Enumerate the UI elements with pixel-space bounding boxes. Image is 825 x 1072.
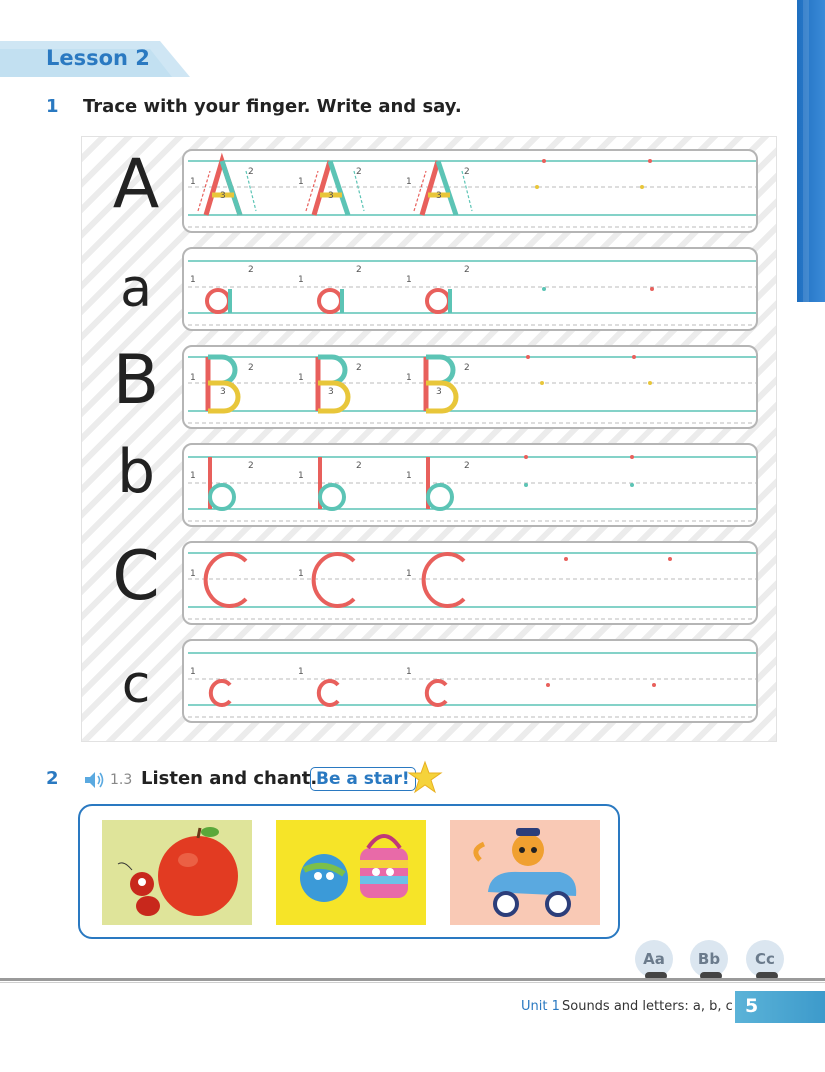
star-icon [407, 760, 443, 796]
trace-row-upper-c[interactable] [182, 541, 758, 625]
stroke-number: 1 [298, 373, 304, 383]
activity-1-instruction: Trace with your finger. Write and say. [83, 96, 462, 117]
stroke-number: 1 [406, 471, 412, 481]
model-letter-upper-a: A [112, 145, 160, 224]
stroke-number: 3 [220, 387, 226, 397]
trace-row-lower-a[interactable] [182, 247, 758, 331]
stroke-number: 2 [464, 363, 470, 373]
stroke-number: 1 [406, 569, 412, 579]
stroke-number: 2 [356, 461, 362, 471]
stroke-number: 1 [190, 373, 196, 383]
side-tab [797, 0, 825, 302]
stroke-number: 1 [406, 373, 412, 383]
model-letter-upper-b: B [112, 341, 160, 420]
stroke-number: 3 [436, 191, 442, 201]
stroke-number: 1 [298, 569, 304, 579]
stroke-number: 1 [190, 275, 196, 285]
footer-unit: Unit 1 [521, 999, 560, 1014]
model-letter-upper-c: C [112, 537, 160, 616]
stroke-number: 1 [298, 275, 304, 285]
stroke-number: 2 [248, 461, 254, 471]
picture-ant-apple [102, 820, 252, 925]
be-a-star-badge: Be a star! [310, 767, 416, 791]
stroke-number: 2 [248, 265, 254, 275]
trace-row-lower-b[interactable] [182, 443, 758, 527]
model-letter-lower-a: a [120, 259, 152, 319]
model-letter-lower-b: b [116, 437, 156, 507]
footer-rule-thin [0, 982, 825, 983]
stroke-number: 1 [190, 177, 196, 187]
stroke-number: 2 [356, 167, 362, 177]
stroke-number: 2 [248, 363, 254, 373]
stroke-number: 2 [464, 461, 470, 471]
chip-aa: Aa [635, 940, 673, 978]
stroke-number: 3 [328, 387, 334, 397]
audio-track-number: 1.3 [110, 772, 133, 788]
stroke-number: 1 [298, 471, 304, 481]
stroke-number: 1 [406, 275, 412, 285]
lesson-title: Lesson 2 [46, 46, 150, 70]
stroke-number: 1 [190, 569, 196, 579]
chant-picture-box [78, 804, 620, 939]
stroke-number: 1 [190, 471, 196, 481]
stroke-number: 1 [298, 177, 304, 187]
stroke-number: 2 [248, 167, 254, 177]
activity-2-instruction: Listen and chant. [141, 768, 318, 789]
footer-rule [0, 978, 825, 981]
chip-cc: Cc [746, 940, 784, 978]
stroke-number: 3 [220, 191, 226, 201]
stroke-number: 2 [464, 265, 470, 275]
stroke-number: 2 [356, 265, 362, 275]
page-number: 5 [745, 995, 759, 1017]
picture-balls-bag [276, 820, 426, 925]
stroke-number: 1 [190, 667, 196, 677]
stroke-number: 1 [406, 667, 412, 677]
activity-2-number: 2 [46, 768, 59, 789]
activity-1-number: 1 [46, 96, 59, 117]
chip-bb: Bb [690, 940, 728, 978]
audio-icon[interactable] [83, 771, 105, 789]
footer-title: Sounds and letters: a, b, c [562, 999, 733, 1014]
stroke-number: 1 [298, 667, 304, 677]
stroke-number: 3 [328, 191, 334, 201]
stroke-number: 2 [464, 167, 470, 177]
stroke-number: 2 [356, 363, 362, 373]
picture-cat-car [450, 820, 600, 925]
trace-row-upper-a[interactable] [182, 149, 758, 233]
tracing-panel [81, 136, 777, 742]
stroke-number: 1 [406, 177, 412, 187]
model-letter-lower-c: c [121, 655, 151, 715]
stroke-number: 3 [436, 387, 442, 397]
trace-row-lower-c[interactable] [182, 639, 758, 723]
trace-row-upper-b[interactable] [182, 345, 758, 429]
